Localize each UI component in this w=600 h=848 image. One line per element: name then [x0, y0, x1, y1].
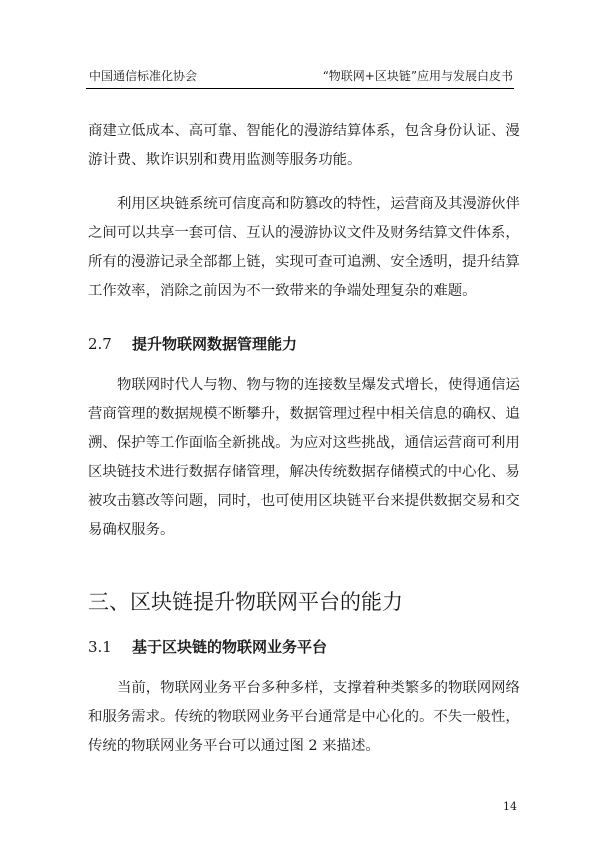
section-title: 基于区块链的物联网业务平台 [132, 638, 328, 656]
section-number: 3.1 [88, 638, 112, 656]
paragraph-line: 溯、保护等工作面临全新挑战。为应对这些挑战，通信运营商可利用 [88, 435, 520, 451]
chapter-heading-3: 三、区块链提升物联网平台的能力 [88, 590, 403, 614]
paragraph-1 [88, 117, 518, 175]
paragraph-line: 所有的漫游记录全部都上链，实现可查可追溯、安全透明，提升结算 [88, 254, 520, 270]
paragraph-4 [88, 674, 518, 761]
paragraph-line: 商建立低成本、高可靠、智能化的漫游结算体系，包含身份认证、漫 [88, 123, 520, 139]
section-heading-3-1 [88, 636, 327, 657]
paragraph-line: 区块链技术进行数据存储管理，解决传统数据存储模式的中心化、易 [88, 464, 520, 480]
paragraph-line: 和服务需求。传统的物联网业务平台通常是中心化的。不失一般性， [88, 709, 520, 725]
paragraph-2 [88, 190, 518, 306]
paragraph-3 [88, 371, 518, 545]
page-number: 14 [503, 800, 517, 813]
paragraph-line: 之间可以共享一套可信、互认的漫游协议文件及财务结算文件体系， [88, 225, 520, 241]
paragraph-line: 易确权服务。 [88, 522, 175, 538]
page-header-right: “物联网+区块链”应用与发展白皮书 [322, 69, 513, 83]
header-rule [86, 88, 514, 89]
paragraph-line: 营商管理的数据规模不断攀升，数据管理过程中相关信息的确权、追 [88, 406, 520, 422]
paragraph-line: 物联网时代人与物、物与物的连接数呈爆发式增长，使得通信运 [117, 377, 520, 393]
paragraph-line: 传统的物联网业务平台可以通过图 2 来描述。 [88, 738, 380, 754]
paragraph-line: 当前，物联网业务平台多种多样，支撑着种类繁多的物联网网络 [117, 680, 520, 696]
section-number: 2.7 [88, 335, 112, 353]
section-heading-2-7 [88, 333, 297, 354]
paragraph-line: 工作效率，消除之前因为不一致带来的争端处理复杂的难题。 [88, 283, 477, 299]
paragraph-line: 利用区块链系统可信度高和防篡改的特性，运营商及其漫游伙伴 [117, 196, 520, 212]
section-title: 提升物联网数据管理能力 [132, 335, 298, 353]
paragraph-line: 被攻击篡改等问题，同时，也可使用区块链平台来提供数据交易和交 [88, 493, 520, 509]
page-header-left: 中国通信标准化协会 [89, 69, 198, 83]
paragraph-line: 游计费、欺诈识别和费用监测等服务功能。 [88, 152, 362, 168]
